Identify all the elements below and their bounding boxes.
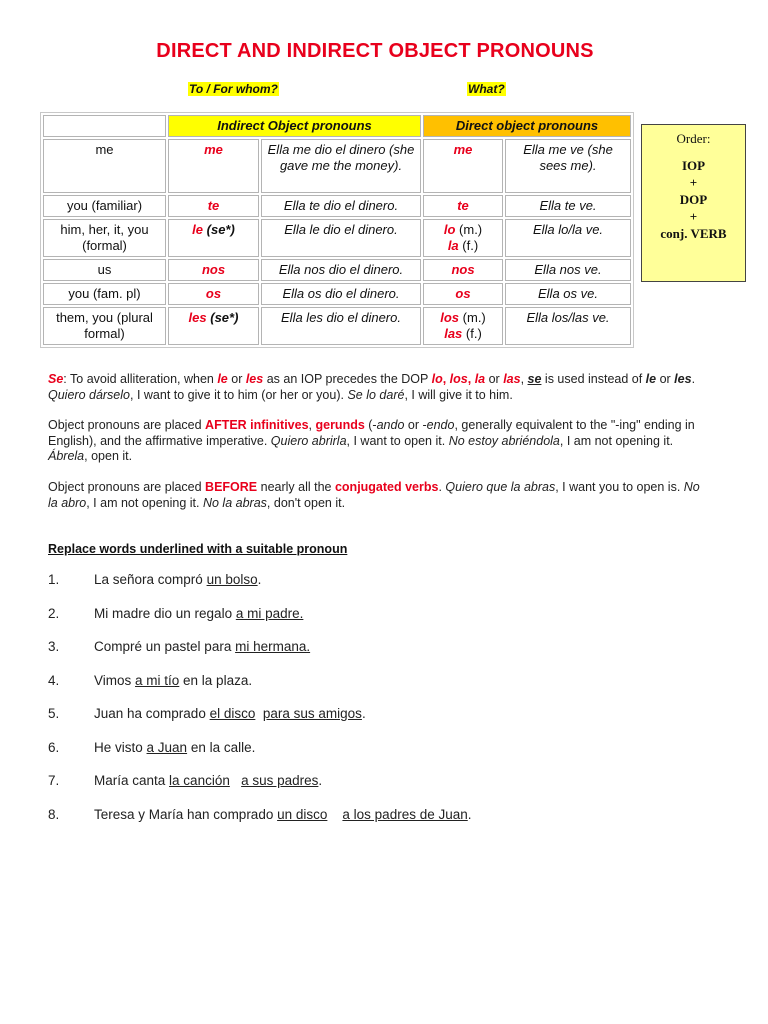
note-text: : To avoid alliteration, when: [63, 372, 218, 386]
item-number: 5.: [48, 706, 60, 721]
dop-cell: [423, 307, 503, 345]
what-label: What?: [468, 82, 505, 96]
iop-cell: os: [168, 283, 259, 305]
iop-example-cell: Ella nos dio el dinero.: [261, 259, 421, 281]
pronoun-term: le: [217, 372, 228, 386]
page-title: DIRECT AND INDIRECT OBJECT PRONOUNS: [156, 40, 594, 62]
note-text: or: [656, 372, 675, 386]
order-verb: conj. VERB: [660, 226, 727, 241]
item-text: Juan ha comprado: [94, 706, 210, 721]
pronoun-term: les: [245, 372, 264, 386]
underlined-phrase-2: a los padres de Juan: [342, 807, 468, 822]
underlined-phrase: a Juan: [146, 740, 188, 755]
pronoun-term: las: [503, 372, 521, 386]
example-quote: Quiero que la abras: [445, 480, 556, 494]
note-text: , I am not opening it.: [559, 433, 674, 448]
underlined-phrase: la canción: [169, 773, 230, 788]
dop-example-cell: Ella lo/la ve.: [505, 219, 631, 257]
se-term: se: [527, 372, 542, 386]
iop-cell: [168, 307, 259, 345]
dop-pronoun-2: la: [447, 238, 459, 253]
dop-note-2: (f.): [465, 326, 482, 341]
exercise-item: [48, 706, 366, 721]
dop-pronoun: los: [440, 310, 460, 325]
note-text: or -: [404, 418, 427, 432]
item-text: La señora compró: [94, 572, 207, 587]
item-number: 8.: [48, 807, 60, 822]
iop-pronoun: les: [188, 310, 207, 325]
iop-cell: me: [168, 139, 259, 193]
empty-header-cell: [43, 115, 166, 137]
dop-example-cell: Ella me ve (she sees me).: [505, 139, 631, 193]
iop-example-cell: Ella me dio el dinero (she gave me the money).: [261, 139, 421, 193]
note-text: .: [691, 372, 696, 386]
iop-suffix: (se*): [210, 310, 239, 325]
note-text: , open it.: [84, 449, 133, 463]
dop-cell: te: [423, 195, 503, 217]
exercise-item: [48, 773, 322, 788]
iop-example-cell: Ella os dio el dinero.: [261, 283, 421, 305]
example-quote: Se lo daré: [347, 387, 405, 402]
dop-pronoun: lo: [443, 222, 456, 237]
iop-cell: nos: [168, 259, 259, 281]
order-label: Order:: [676, 131, 711, 146]
example-quote: No estoy abriéndola: [448, 433, 560, 448]
underlined-phrase-2: para sus amigos: [262, 706, 362, 721]
order-plus-2: +: [689, 209, 698, 224]
note-text: as an IOP precedes the DOP: [263, 372, 432, 386]
example-quote: Quiero dárselo: [48, 387, 130, 402]
note-text: (-: [364, 418, 377, 432]
note-se: Se: To avoid alliteration, when le or les as an IOP precedes the DOP lo, los, la or las, se is used instead of le or les. Quiero dárselo, I want to give it to him (or her or you). Se lo daré, I will give it to him.: [48, 372, 696, 402]
note-text: .: [438, 480, 446, 494]
table-row: [43, 283, 631, 305]
item-number: 2.: [48, 606, 60, 621]
item-text: Compré un pastel para: [94, 639, 236, 654]
iop-suffix: (se*): [206, 222, 235, 237]
table-row: [43, 139, 631, 193]
highlight-term: gerunds: [315, 418, 365, 432]
to-whom-label: To / For whom?: [189, 82, 278, 96]
pronoun-term: los: [449, 372, 468, 386]
dop-pronoun-2: las: [444, 326, 463, 341]
note-text: , I want to open it.: [346, 433, 449, 448]
dop-cell: [423, 219, 503, 257]
person-cell: you (fam. pl): [43, 283, 166, 305]
dop-example-cell: Ella os ve.: [505, 283, 631, 305]
item-text: Mi madre dio un regalo: [94, 606, 236, 621]
note-after: [48, 418, 708, 465]
underlined-phrase-2: a sus padres: [241, 773, 319, 788]
note-text: Object pronouns are placed: [48, 418, 206, 432]
item-number: 7.: [48, 773, 60, 788]
exercise-item: [48, 673, 252, 688]
underlined-phrase: a mi tío: [135, 673, 180, 688]
person-cell: him, her, it, you (formal): [43, 219, 166, 257]
order-iop: IOP: [681, 158, 706, 173]
exercise-heading: Replace words underlined with a suitable pronoun: [48, 542, 348, 556]
highlight-term: BEFORE: [205, 480, 258, 494]
underlined-phrase: a mi padre.: [235, 606, 304, 621]
iop-cell: te: [168, 195, 259, 217]
note-text: is used instead of: [541, 372, 646, 386]
note-text: , generally equivalent to the "-ing" ending in English), and the affirmative imperative.: [48, 418, 695, 448]
highlight-term: AFTER infinitives: [205, 418, 309, 432]
note-text: , I will give it to him.: [404, 387, 513, 402]
person-cell: you (familiar): [43, 195, 166, 217]
item-number: 4.: [48, 673, 60, 688]
underlined-phrase: el disco: [209, 706, 256, 721]
example-quote: No la abro: [48, 480, 700, 510]
dop-cell: me: [423, 139, 503, 193]
pronoun-term: les: [674, 372, 692, 386]
table-row: [43, 259, 631, 281]
item-text: Vimos: [94, 673, 136, 688]
exercise-item: [48, 807, 472, 822]
underlined-phrase: un disco: [277, 807, 328, 822]
underlined-phrase: mi hermana.: [235, 639, 311, 654]
se-term: Se: [48, 372, 64, 386]
iop-cell: [168, 219, 259, 257]
dop-example-cell: Ella nos ve.: [505, 259, 631, 281]
exercise-item: [48, 639, 310, 654]
iop-pronoun: le: [192, 222, 204, 237]
table-row: [43, 219, 631, 257]
item-number: 3.: [48, 639, 60, 654]
iop-example-cell: Ella te dio el dinero.: [261, 195, 421, 217]
iop-example-cell: Ella les dio el dinero.: [261, 307, 421, 345]
iop-example-cell: Ella le dio el dinero.: [261, 219, 421, 257]
note-text: or: [485, 372, 504, 386]
dop-note-2: (f.): [462, 238, 479, 253]
table-row: [43, 195, 631, 217]
note-text: or: [227, 372, 246, 386]
highlight-term: conjugated verbs: [334, 480, 439, 494]
order-box: [641, 124, 746, 282]
note-text: , I want you to open is.: [555, 480, 684, 494]
item-text: María canta: [94, 773, 170, 788]
suffix-term: endo: [426, 418, 455, 432]
table-header-row: [43, 115, 631, 137]
exercise-item: [48, 606, 303, 621]
direct-header: Direct object pronouns: [423, 115, 631, 137]
item-text: en la plaza.: [179, 673, 253, 688]
indirect-header: Indirect Object pronouns: [168, 115, 421, 137]
example-quote: No la abras: [202, 495, 267, 510]
dop-cell: os: [423, 283, 503, 305]
pronoun-term: le: [645, 372, 657, 386]
pronoun-term: la: [474, 372, 486, 386]
item-text: .: [467, 807, 472, 822]
item-text: He visto: [94, 740, 147, 755]
pronoun-term: lo: [431, 372, 443, 386]
item-text: .: [257, 572, 262, 587]
note-text: , I am not opening it.: [86, 495, 203, 510]
item-text: .: [361, 706, 366, 721]
example-quote: Ábrela: [48, 449, 85, 463]
example-quote: Quiero abrirla: [270, 433, 347, 448]
item-text: en la calle.: [187, 740, 256, 755]
person-cell: me: [43, 139, 166, 193]
note-text: , don't open it.: [266, 495, 346, 510]
exercise-item: [48, 572, 261, 587]
item-number: 6.: [48, 740, 60, 755]
dop-note: (m.): [459, 222, 483, 237]
dop-example-cell: Ella los/las ve.: [505, 307, 631, 345]
note-text: nearly all the: [257, 480, 335, 494]
note-before: [48, 480, 708, 511]
note-text: , I want to give it to him (or her or you).: [130, 387, 348, 402]
item-number: 1.: [48, 572, 60, 587]
suffix-term: ando: [376, 418, 405, 432]
table-row: [43, 307, 631, 345]
note-text: ,: [308, 418, 316, 432]
dop-cell: nos: [423, 259, 503, 281]
underlined-phrase: un bolso: [206, 572, 258, 587]
exercise-item: [48, 740, 255, 755]
dop-example-cell: Ella te ve.: [505, 195, 631, 217]
item-text: Teresa y María han comprado: [94, 807, 278, 822]
pronoun-table: [40, 112, 634, 348]
item-text: .: [318, 773, 323, 788]
order-dop: DOP: [679, 192, 708, 207]
note-text: Object pronouns are placed: [48, 480, 206, 494]
person-cell: them, you (plural formal): [43, 307, 166, 345]
person-cell: us: [43, 259, 166, 281]
dop-note: (m.): [462, 310, 486, 325]
order-plus-1: +: [689, 175, 698, 190]
